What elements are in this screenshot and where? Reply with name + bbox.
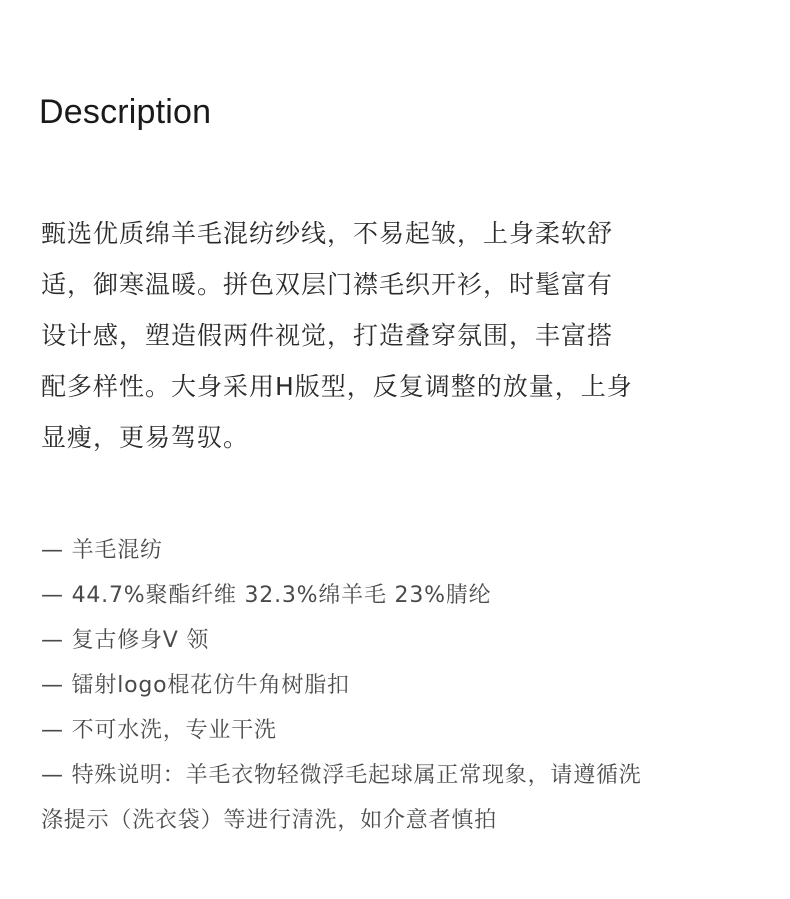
description-line: 设计感，塑造假两件视觉，打造叠穿氛围，丰富搭 — [41, 321, 614, 350]
description-line: 适，御寒温暖。拼色双层门襟毛织开衫，时髦富有 — [41, 270, 614, 299]
feature-item-continued: 涤提示（洗衣袋）等进行清洗，如介意者慎拍 — [41, 808, 498, 833]
description-line: 配多样性。大身采用H版型，反复调整的放量，上身 — [41, 372, 633, 401]
description-line: 甄选优质绵羊毛混纺纱线，不易起皱，上身柔软舒 — [41, 219, 614, 248]
feature-item: — 不可水洗，专业干洗 — [41, 718, 277, 743]
feature-item: — 羊毛混纺 — [41, 538, 163, 563]
feature-item: — 镭射logo棍花仿牛角树脂扣 — [41, 673, 350, 698]
description-line: 显瘦，更易驾驭。 — [41, 423, 250, 452]
feature-item: — 44.7%聚酯纤维 32.3%绵羊毛 23%腈纶 — [41, 583, 492, 608]
feature-item: — 复古修身V 领 — [41, 628, 210, 653]
feature-item: — 特殊说明：羊毛衣物轻微浮毛起球属正常现象，请遵循洗 — [41, 763, 642, 788]
feature-list — [41, 528, 761, 843]
description-paragraph — [41, 208, 731, 463]
section-title: Description — [39, 93, 212, 131]
